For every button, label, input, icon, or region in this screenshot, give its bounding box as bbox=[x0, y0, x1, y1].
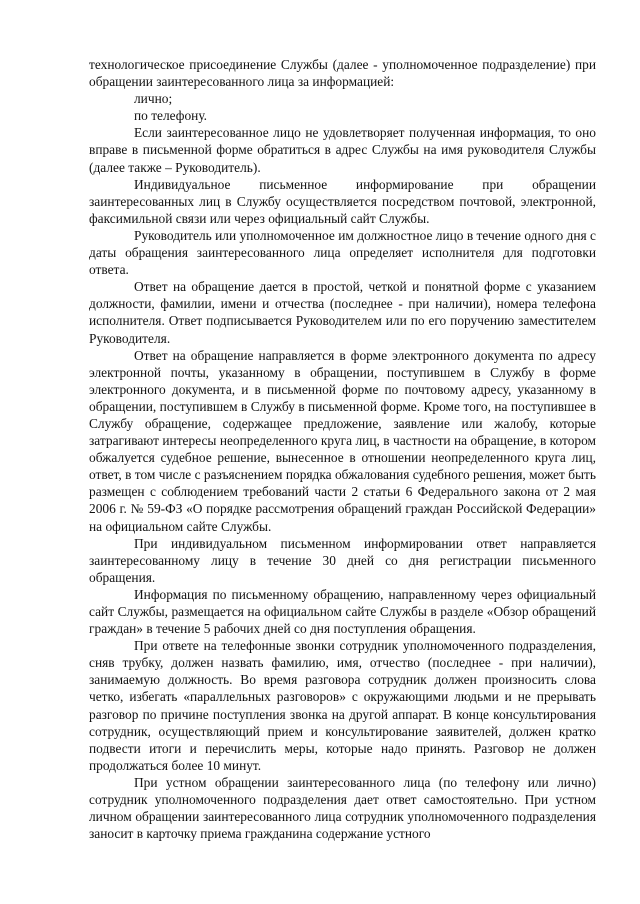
paragraph-answer-deadline: При индивидуальном письменном информировании ответ направляется заинтересованному лицу в течение 30 дней со дня регистрации письменного обращения. bbox=[89, 535, 596, 585]
paragraph-phone-calls: При ответе на телефонные звонки сотрудник уполномоченного подразделения, сняв трубку, должен назвать фамилию, имя, отчество (последнее - при наличии), занимаемую должность. Во время разговора сотрудник должен произносить слова четко, избегать «параллельных разговоров» с окружающими людьми и не прерывать разговор по причине поступления звонка на другой аппарат. В конце консультирования сотрудник, осуществляющий прием и консультирование заявителей, должен кратко подвести итоги и перечислить меры, которые надо принять. Разговор не должен продолжаться более 10 минут. bbox=[89, 638, 596, 773]
list-item-by-phone: по телефону. bbox=[134, 108, 208, 124]
paragraph-answer-delivery: Ответ на обращение направляется в форме электронного документа по адресу электронной почты, указанному в обращении, поступившем в Службу в форме электронного документа, и в письменной форме по почтовому адресу, указанному в обращении, поступившем в Службу в письменной форме. Кроме того, на поступившее в Службу обращение, содержащее предложение, заявление или жалобу, которые затрагивают интересы неопределенного круга лиц, в частности на обращение, в котором обжалуется судебное решение, вынесенное в отношении неопределенного круга лиц, ответ, в том числе с разъяснением порядка обжалования судебного решения, может быть размещен с соблюдением требований части 2 статьи 6 Федерального закона от 2 мая 2006 г. № 59-ФЗ «О порядке рассмотрения обращений граждан Российской Федерации» на официальном сайте Службы. bbox=[89, 347, 596, 534]
paragraph-executor: Руководитель или уполномоченное им должностное лицо в течение одного дня с даты обращения заинтересованного лица определяет исполнителя для подготовки ответа. bbox=[89, 227, 596, 278]
paragraph-answer-form: Ответ на обращение дается в простой, четкой и понятной форме с указанием должности, фамилии, имени и отчества (последнее - при наличии), номера телефона исполнителя. Ответ подписывается Руководителем или по его поручению заместителем Руководителя. bbox=[89, 279, 596, 346]
paragraph-dissatisfied: Если заинтересованное лицо не удовлетворяет полученная информация, то оно вправе в письменной форме обратиться в адрес Службы на имя руководителя Службы (далее также – Руководитель). bbox=[89, 125, 596, 175]
paragraph-continuation: технологическое присоединение Службы (далее - уполномоченное подразделение) при обращении заинтересованного лица за информацией: bbox=[89, 57, 596, 90]
list-item-in-person: лично; bbox=[134, 91, 173, 107]
document-page bbox=[89, 56, 596, 842]
paragraph-oral-request: При устном обращении заинтересованного лица (по телефону или лично) сотрудник уполномоченного подразделения дает ответ самостоятельно. При устном личном обращении заинтересованного лица сотрудник уполномоченного подразделения заносит в карточку приема гражданина содержание устного bbox=[89, 774, 596, 842]
paragraph-website-review: Информация по письменному обращению, направленному через официальный сайт Службы, размещается на официальном сайте Службы в разделе «Обзор обращений граждан» в течение 5 рабочих дней со дня поступления обращения. bbox=[89, 586, 596, 637]
paragraph-written-informing: Индивидуальное письменное информирование при обращении заинтересованных лиц в Службу осуществляется посредством почтовой, электронной, факсимильной связи или через официальный сайт Службы. bbox=[89, 176, 596, 226]
